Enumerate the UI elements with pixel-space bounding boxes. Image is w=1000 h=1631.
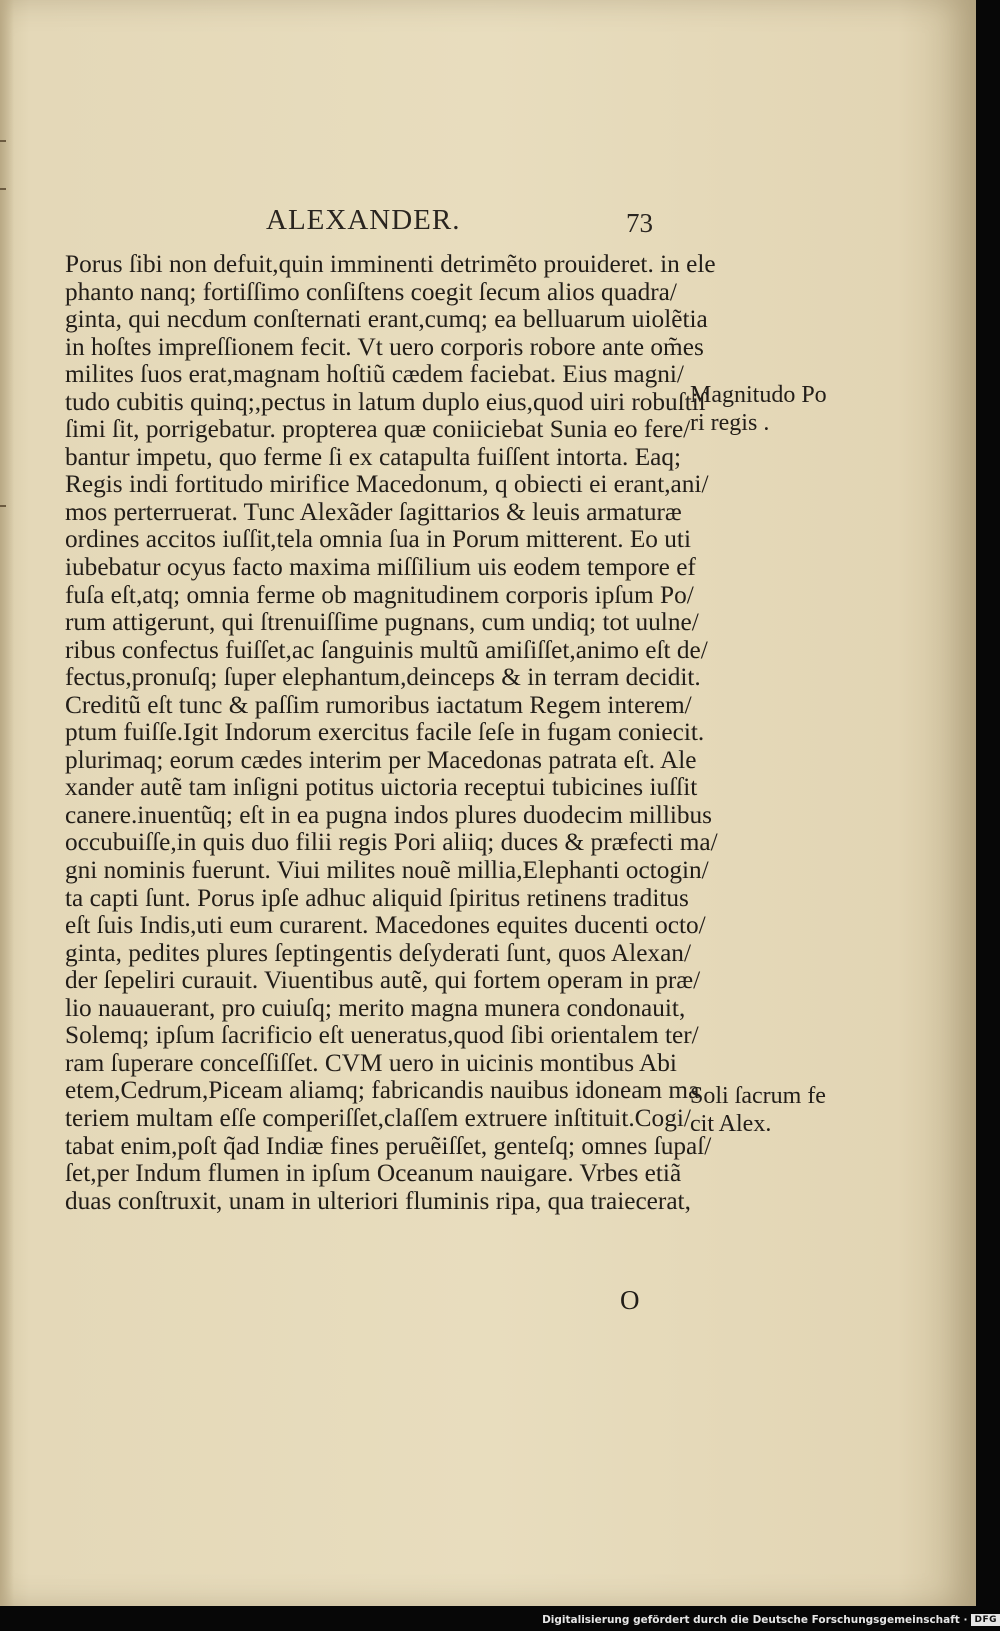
signature-mark: O [620,1285,640,1315]
text-line: der ſepeliri curauit. Viuentibus autẽ, qui fortem operam in præ/ [65,966,701,995]
marginal-note-magnitudo [690,381,827,437]
text-line: ginta, qui necdum conſternati erant,cumq; ea belluarum uiolẽtia [65,305,708,334]
marginal-line: cit Alex. [690,1111,772,1137]
footer-credit: Digitalisierung gefördert durch die Deutsche Forschungsgemeinschaft · [542,1614,968,1626]
text-line: phanto nanq; fortiſſimo conſiſtens coegit ſecum alios quadra/ [65,277,677,306]
text-line: teriem multam eſſe comperiſſet,claſſem extruere inſtituit.Cogi/ [65,1103,691,1132]
marginal-note-soli [690,1082,826,1138]
text-line: occubuiſſe,in quis duo filii regis Pori aliiq; duces & præfecti ma/ [65,828,718,857]
text-line: fuſa eſt,atq; omnia ferme ob magnitudinem corporis ipſum Po/ [65,580,694,609]
text-line: Regis indi fortitudo mirifice Macedonum, q obiecti ei erant,ani/ [65,470,709,499]
text-line: ordines accitos iuſſit,tela omnia ſua in Porum mitterent. Eo uti [65,525,691,554]
text-line: tudo cubitis quinq;,pectus in latum duplo eius,quod uiri robuſtiſ [65,387,706,416]
text-line: xander autẽ tam inſigni potitus uictoria receptui tubicines iuſſit [65,773,698,802]
text-line: bantur impetu, quo ferme ſi ex catapulta fuiſſent intorta. Eaq; [65,442,682,471]
text-line: lio nauauerant, pro cuiuſq; merito magna munera condonauit, [65,993,686,1022]
page-number: 73 [626,208,653,238]
text-line: eſt ſuis Indis,uti eum curarent. Macedones equites ducenti octo/ [65,911,706,940]
text-line: gni nominis fuerunt. Viui milites nouẽ millia,Elephanti octogin/ [65,856,709,885]
page-edge-mark [0,140,6,142]
text-line: ſimi ſit, porrigebatur. propterea quæ coniiciebat Sunia eo fere/ [65,415,691,444]
text-line: etem,Cedrum,Piceam aliamq; fabricandis nauibus idoneam ma [65,1076,700,1105]
text-line: tabat enim,poſt q̃ad Indiæ fines peruẽiſſet, genteſq; omnes ſupaſ/ [65,1131,712,1160]
marginal-line: ri regis . [690,410,770,436]
text-line: ribus confectus fuiſſet,ac ſanguinis multũ amiſiſſet,animo eſt de/ [65,635,708,664]
text-line: in hoſtes impreſſionem fecit. Vt uero corporis robore ante om̃es [65,332,704,361]
text-line: Solemq; ipſum ſacrificio eſt ueneratus,quod ſibi orientalem ter/ [65,1021,699,1050]
marginal-line: Soli ſacrum fe [690,1083,826,1109]
page-edge-mark [0,505,6,507]
text-line: ta capti ſunt. Porus ipſe adhuc aliquid ſpiritus retinens traditus [65,883,689,912]
text-line: ram ſuperare conceſſiſſet. CVM uero in uicinis montibus Abi [65,1048,677,1077]
text-line: iubebatur ocyus facto maxima miſſilium uis eodem tempore ef [65,553,696,582]
page-edge-mark [0,188,6,190]
body-text [65,250,718,1215]
digitization-footer [542,1611,1000,1629]
marginal-line: Magnitudo Po [690,382,827,408]
text-line: canere.inuentũq; eſt in ea pugna indos plures duodecim millibus [65,800,713,829]
text-line: Porus ſibi non defuit,quin imminenti detrimẽto prouideret. in ele [65,250,716,278]
text-line: milites ſuos erat,magnam hoſtiũ cædem faciebat. Eius magni/ [65,360,684,389]
text-line: duas conſtruxit, unam in ulteriori fluminis ripa, qua traiecerat, [65,1186,691,1215]
text-line: ginta, pedites plures ſeptingentis deſyderati ſunt, quos Alexan/ [65,938,691,967]
text-line: Creditũ eſt tunc & paſſim rumoribus iactatum Regem interem/ [65,690,692,719]
running-head: ALEXANDER. [266,204,461,236]
text-line: mos perterruerat. Tunc Alexãder ſagittarios & leuis armaturæ [65,497,682,526]
dfg-logo-icon: DFG [971,1614,1000,1626]
text-line: ptum fuiſſe.Igit Indorum exercitus facile ſeſe in fugam coniecit. [65,718,705,747]
text-line: ſet,per Indum flumen in ipſum Oceanum nauigare. Vrbes etiã [65,1159,682,1188]
text-line: rum attigerunt, qui ſtrenuiſſime pugnans, cum undiq; tot uulne/ [65,608,699,637]
text-line: plurimaq; eorum cædes interim per Macedonas patrata eſt. Ale [65,745,697,774]
text-line: fectus,pronuſq; ſuper elephantum,deinceps & in terram decidit. [65,663,701,692]
